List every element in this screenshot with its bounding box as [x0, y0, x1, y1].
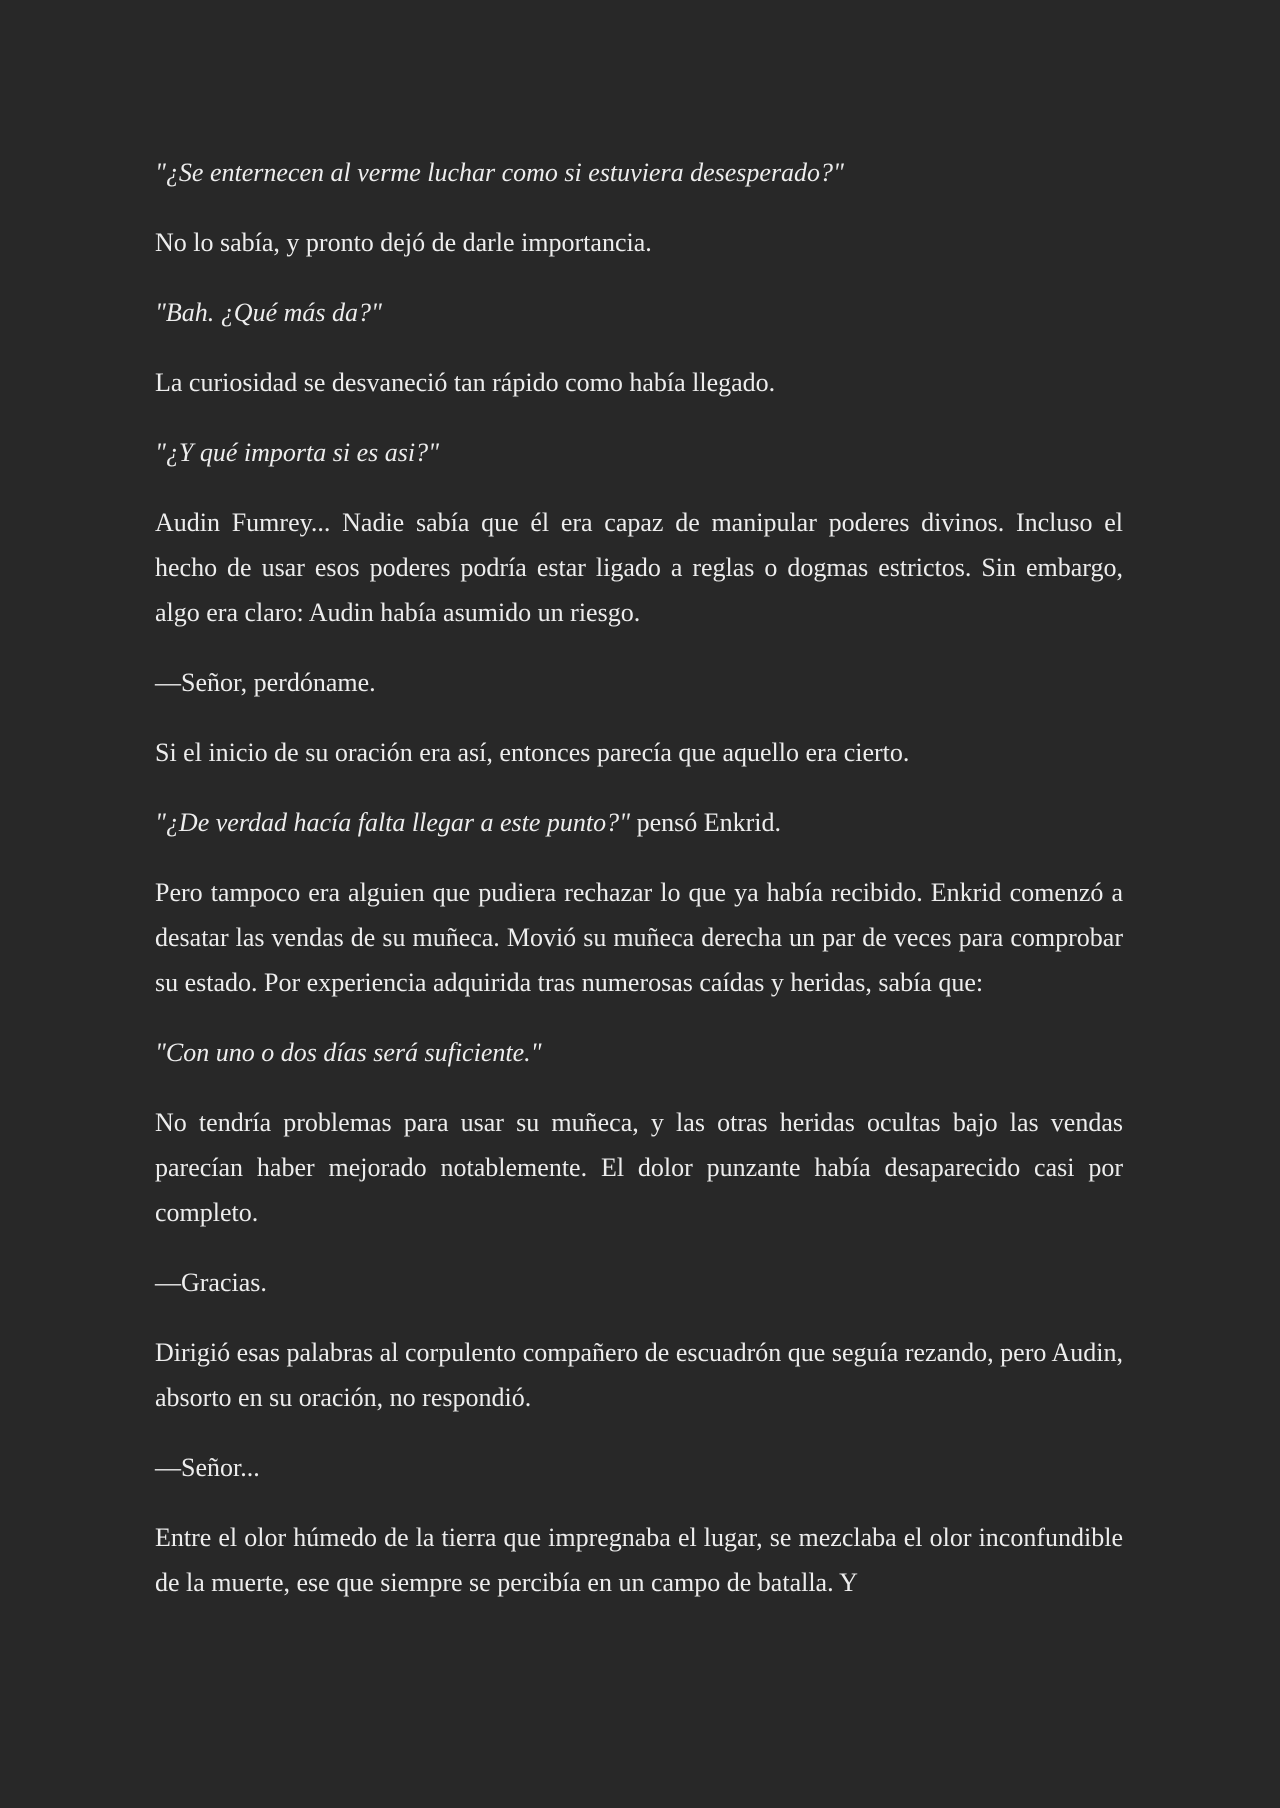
narration-paragraph: Pero tampoco era alguien que pudiera rechazar lo que ya había recibido. Enkrid comenzó a desatar las vendas de su muñeca. Movió su muñeca derecha un par de veces para comprobar su estado. Por experiencia adquirida tras numerosas caídas y heridas, sabía que: [155, 878, 1123, 997]
narration-paragraph: No lo sabía, y pronto dejó de darle importancia. [155, 228, 652, 257]
thought-paragraph: "¿Se enternecen al verme luchar como si estuviera desesperado?" [155, 158, 844, 187]
dialogue-paragraph: —Señor... [155, 1453, 260, 1482]
reader-page [155, 150, 1123, 1605]
dialogue-paragraph: —Señor, perdóname. [155, 668, 376, 697]
narration-paragraph: Dirigió esas palabras al corpulento compañero de escuadrón que seguía rezando, pero Audin, absorto en su oración, no respondió. [155, 1338, 1123, 1412]
narration-paragraph: Entre el olor húmedo de la tierra que impregnaba el lugar, se mezclaba el olor inconfundible de la muerte, ese que siempre se percibía en un campo de batalla. Y [155, 1523, 1123, 1597]
narration-span: pensó Enkrid. [630, 808, 781, 837]
thought-paragraph: "Con uno o dos días será suficiente." [155, 1038, 542, 1067]
thought-paragraph: "Bah. ¿Qué más da?" [155, 298, 382, 327]
narration-paragraph: Si el inicio de su oración era así, entonces parecía que aquello era cierto. [155, 738, 910, 767]
narration-paragraph: No tendría problemas para usar su muñeca, y las otras heridas ocultas bajo las vendas parecían haber mejorado notablemente. El dolor punzante había desaparecido casi por completo. [155, 1108, 1123, 1227]
thought-span: "¿De verdad hacía falta llegar a este punto?" [155, 808, 631, 837]
thought-paragraph: "¿Y qué importa si es asi?" [155, 438, 440, 467]
narration-paragraph: La curiosidad se desvaneció tan rápido como había llegado. [155, 368, 776, 397]
narration-paragraph: Audin Fumrey... Nadie sabía que él era capaz de manipular poderes divinos. Incluso el hecho de usar esos poderes podría estar ligado a reglas o dogmas estrictos. Sin embargo, algo era claro: Audin había asumido un riesgo. [155, 508, 1123, 627]
mixed-paragraph [155, 800, 1123, 845]
dialogue-paragraph: —Gracias. [155, 1268, 267, 1297]
